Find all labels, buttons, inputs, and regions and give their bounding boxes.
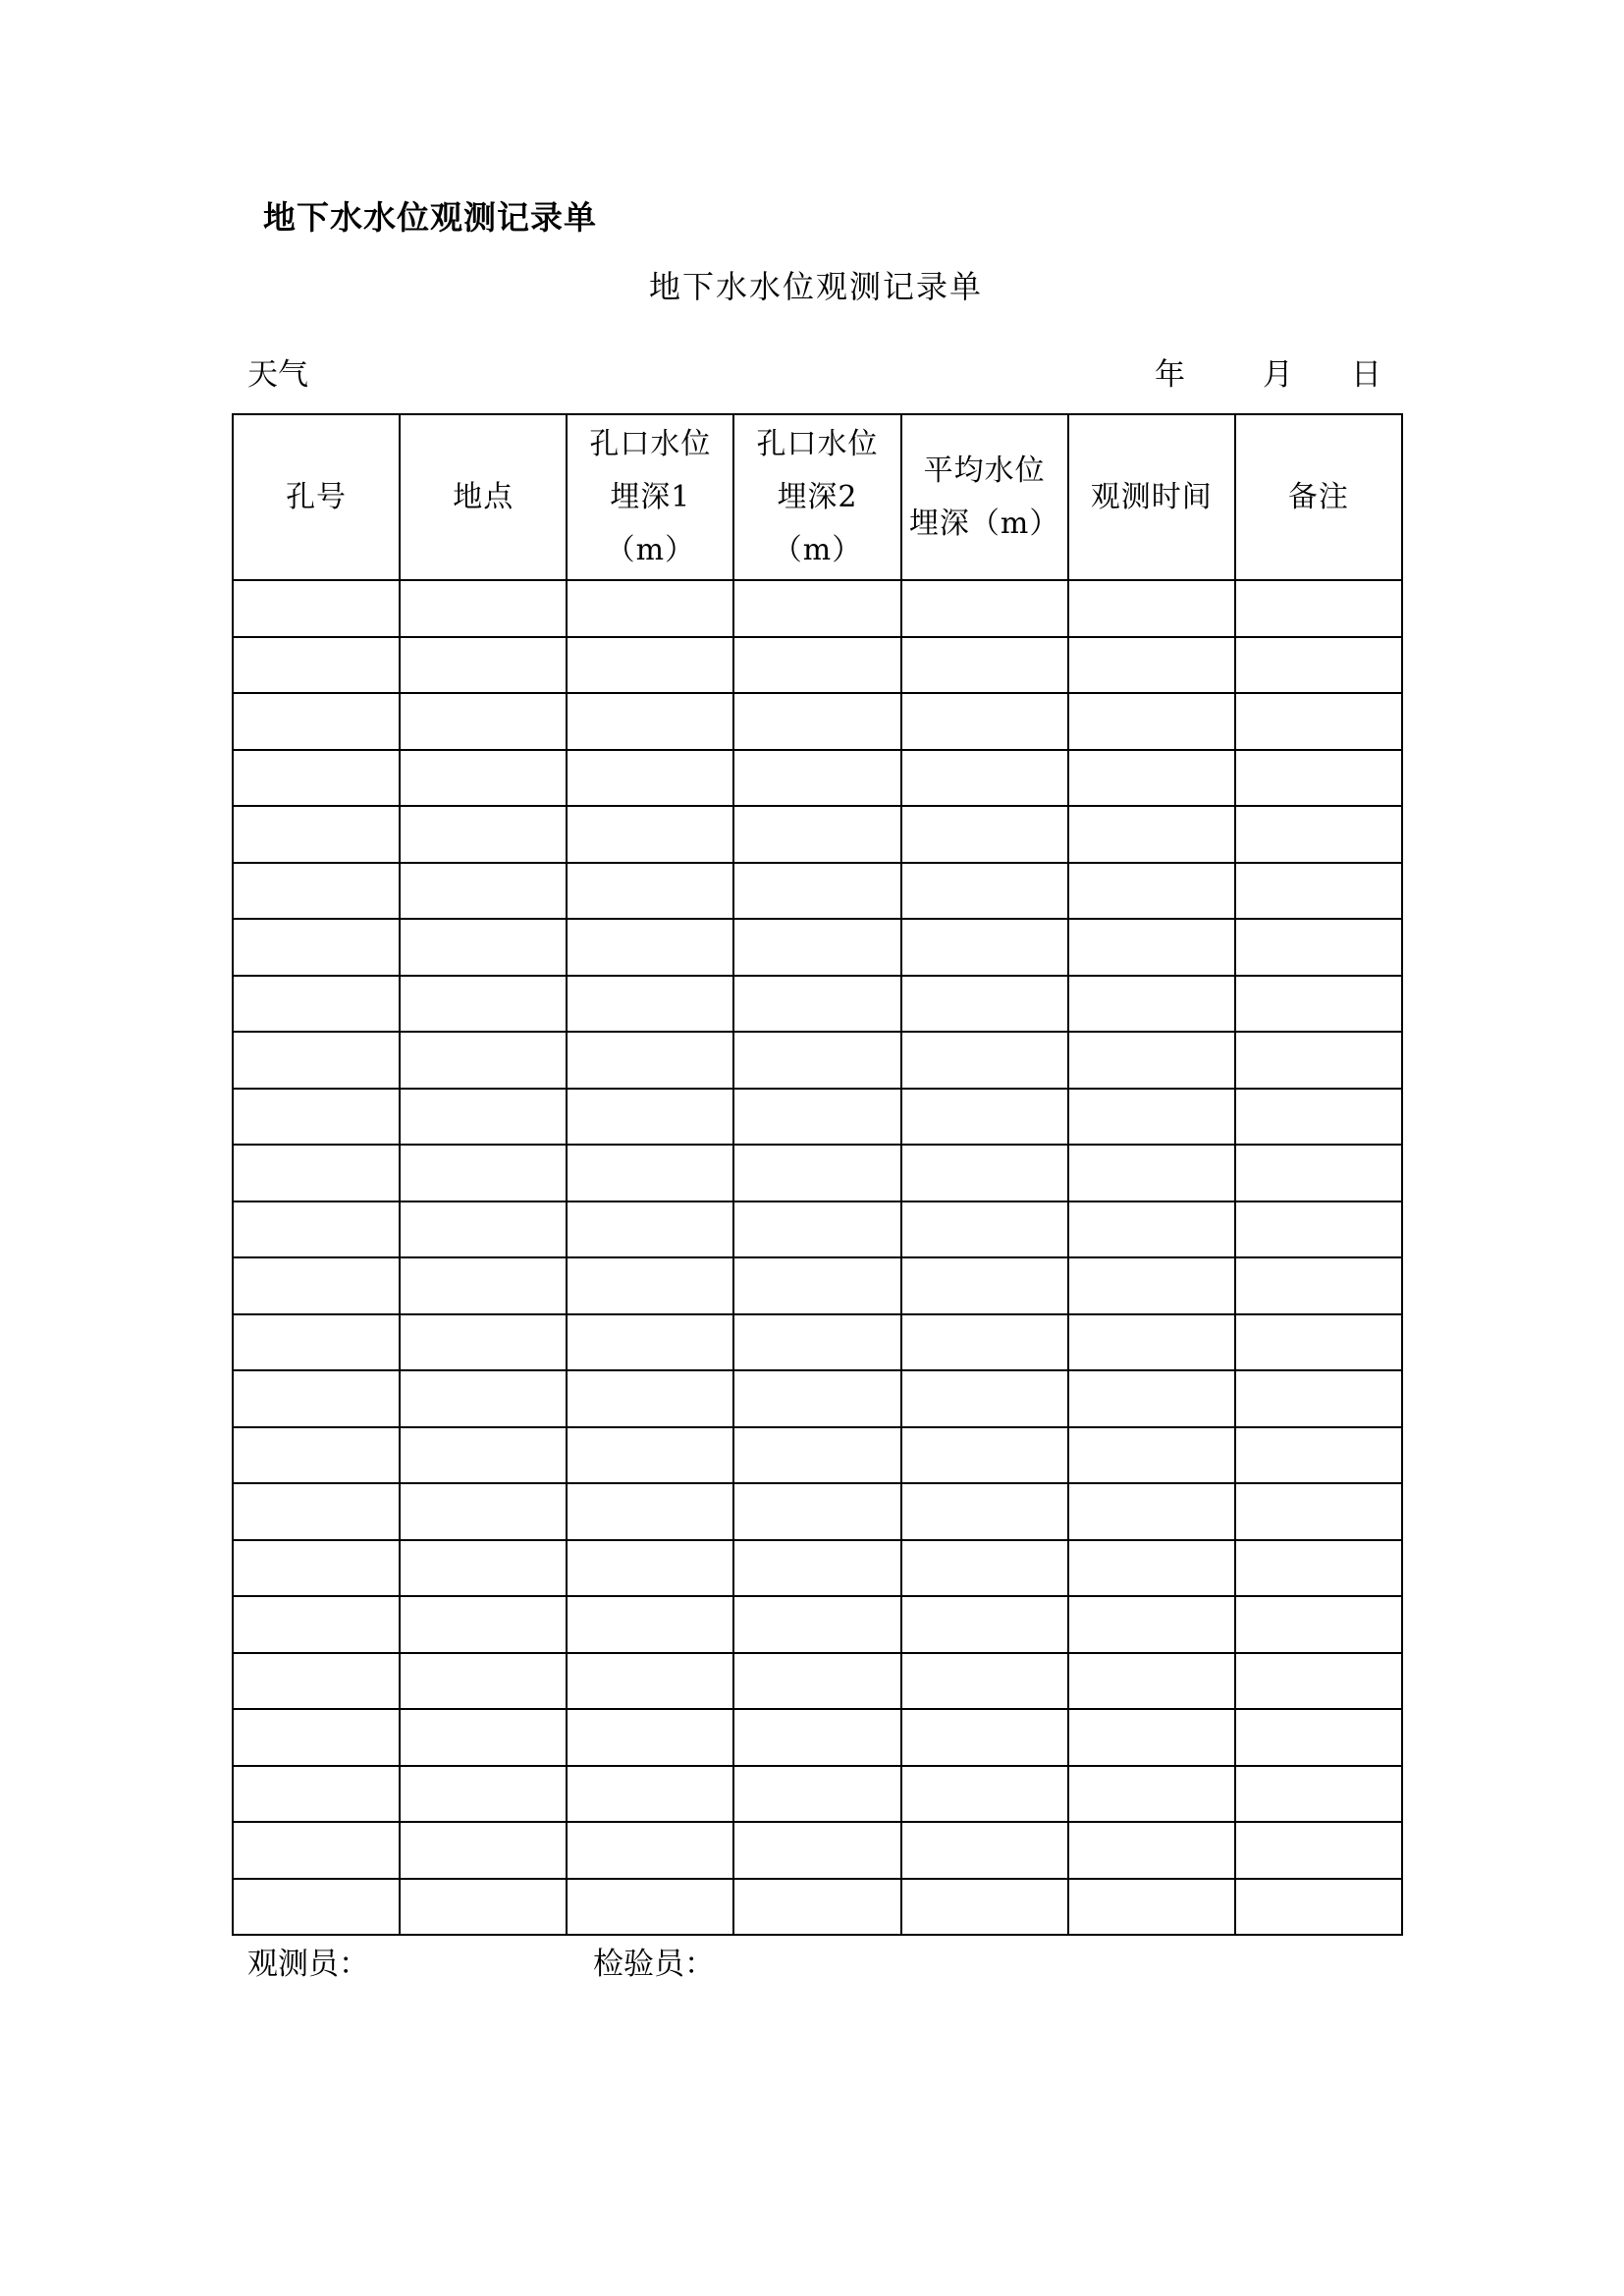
table-cell[interactable] <box>400 1089 567 1146</box>
table-cell[interactable] <box>567 1879 733 1936</box>
table-cell[interactable] <box>1068 1145 1235 1201</box>
table-cell[interactable] <box>567 919 733 976</box>
table-cell[interactable] <box>901 1653 1068 1710</box>
table-cell[interactable] <box>901 863 1068 920</box>
table-cell[interactable] <box>1068 1032 1235 1089</box>
table-cell[interactable] <box>733 750 900 807</box>
table-cell[interactable] <box>901 1370 1068 1427</box>
table-cell[interactable] <box>567 806 733 863</box>
table-cell[interactable] <box>733 1879 900 1936</box>
table-cell[interactable] <box>233 693 400 750</box>
table-cell[interactable] <box>233 1709 400 1766</box>
table-cell[interactable] <box>1068 806 1235 863</box>
table-cell[interactable] <box>1235 1709 1402 1766</box>
table-cell[interactable] <box>567 1089 733 1146</box>
table-cell[interactable] <box>901 806 1068 863</box>
table-cell[interactable] <box>733 637 900 694</box>
table-row <box>233 1032 1402 1089</box>
table-cell[interactable] <box>1068 1257 1235 1314</box>
table-cell[interactable] <box>901 1540 1068 1597</box>
table-cell[interactable] <box>233 919 400 976</box>
inspector-label: 检验员： <box>593 1947 715 1982</box>
table-cell[interactable] <box>1235 580 1402 637</box>
table-cell[interactable] <box>1068 1766 1235 1823</box>
table-cell[interactable] <box>901 637 1068 694</box>
table-cell[interactable] <box>233 580 400 637</box>
table-cell[interactable] <box>1068 637 1235 694</box>
table-cell[interactable] <box>733 1032 900 1089</box>
table-cell[interactable] <box>1068 1314 1235 1371</box>
table-cell[interactable] <box>233 1370 400 1427</box>
table-cell[interactable] <box>901 580 1068 637</box>
table-cell[interactable] <box>400 1145 567 1201</box>
table-cell[interactable] <box>233 1032 400 1089</box>
table-cell[interactable] <box>400 863 567 920</box>
table-row <box>233 919 1402 976</box>
column-header-remarks: 备注 <box>1235 414 1402 580</box>
date-month-label: 月 <box>1263 357 1293 393</box>
table-row <box>233 976 1402 1033</box>
table-cell[interactable] <box>233 1540 400 1597</box>
table-cell[interactable] <box>233 806 400 863</box>
column-header-depth-1: 孔口水位 埋深1 （m） <box>567 414 733 580</box>
table-row <box>233 863 1402 920</box>
table-cell[interactable] <box>1235 1879 1402 1936</box>
table-cell[interactable] <box>901 1032 1068 1089</box>
table-cell[interactable] <box>733 863 900 920</box>
table-row <box>233 693 1402 750</box>
table-cell[interactable] <box>1235 693 1402 750</box>
table-cell[interactable] <box>233 1596 400 1653</box>
table-cell[interactable] <box>1235 976 1402 1033</box>
table-cell[interactable] <box>1068 1653 1235 1710</box>
table-row <box>233 1483 1402 1540</box>
table-row <box>233 1145 1402 1201</box>
table-cell[interactable] <box>567 1822 733 1879</box>
column-header-observation-time: 观测时间 <box>1068 414 1235 580</box>
table-cell[interactable] <box>1235 1032 1402 1089</box>
table-cell[interactable] <box>901 1089 1068 1146</box>
table-cell[interactable] <box>400 637 567 694</box>
table-row <box>233 1540 1402 1597</box>
document-title: 地下水水位观测记录单 <box>648 268 983 305</box>
table-cell[interactable] <box>233 1089 400 1146</box>
table-cell[interactable] <box>233 976 400 1033</box>
table-cell[interactable] <box>1235 750 1402 807</box>
table-cell[interactable] <box>733 1257 900 1314</box>
table-cell[interactable] <box>1068 1596 1235 1653</box>
table-cell[interactable] <box>733 1201 900 1258</box>
table-cell[interactable] <box>400 1879 567 1936</box>
table-cell[interactable] <box>400 1766 567 1823</box>
table-row <box>233 1314 1402 1371</box>
table-cell[interactable] <box>567 1709 733 1766</box>
table-cell[interactable] <box>400 1483 567 1540</box>
weather-label: 天气 <box>247 357 308 393</box>
table-row <box>233 750 1402 807</box>
table-row <box>233 1370 1402 1427</box>
table-row <box>233 1596 1402 1653</box>
table-cell[interactable] <box>1068 863 1235 920</box>
table-row <box>233 1201 1402 1258</box>
table-cell[interactable] <box>567 1201 733 1258</box>
table-row <box>233 1257 1402 1314</box>
table-cell[interactable] <box>233 1822 400 1879</box>
table-cell[interactable] <box>901 919 1068 976</box>
table-cell[interactable] <box>733 1540 900 1597</box>
observation-record-table <box>232 413 1403 1936</box>
table-cell[interactable] <box>400 1540 567 1597</box>
table-cell[interactable] <box>1235 1427 1402 1484</box>
table-cell[interactable] <box>567 863 733 920</box>
table-cell[interactable] <box>1068 1427 1235 1484</box>
table-cell[interactable] <box>400 1370 567 1427</box>
table-cell[interactable] <box>567 1540 733 1597</box>
table-cell[interactable] <box>733 1483 900 1540</box>
date-year-label: 年 <box>1155 357 1185 393</box>
table-cell[interactable] <box>1068 1822 1235 1879</box>
table-header-row <box>233 414 1402 580</box>
column-header-location: 地点 <box>400 414 567 580</box>
table-cell[interactable] <box>1235 1596 1402 1653</box>
table-cell[interactable] <box>233 1314 400 1371</box>
table-cell[interactable] <box>733 580 900 637</box>
table-cell[interactable] <box>400 1032 567 1089</box>
table-cell[interactable] <box>400 919 567 976</box>
table-cell[interactable] <box>1068 1201 1235 1258</box>
date-day-label: 日 <box>1351 357 1381 393</box>
table-cell[interactable] <box>233 1427 400 1484</box>
table-cell[interactable] <box>733 1766 900 1823</box>
table-cell[interactable] <box>733 1427 900 1484</box>
column-header-average-depth: 平均水位 埋深（m） <box>901 414 1068 580</box>
table-cell[interactable] <box>733 1089 900 1146</box>
table-cell[interactable] <box>733 1653 900 1710</box>
table-cell[interactable] <box>567 1483 733 1540</box>
table-cell[interactable] <box>733 1370 900 1427</box>
table-cell[interactable] <box>567 1766 733 1823</box>
table-cell[interactable] <box>567 693 733 750</box>
document-heading: 地下水水位观测记录单 <box>263 198 597 237</box>
table-cell[interactable] <box>733 1596 900 1653</box>
table-cell[interactable] <box>233 1653 400 1710</box>
table-cell[interactable] <box>233 750 400 807</box>
table-cell[interactable] <box>901 1596 1068 1653</box>
column-header-depth-2: 孔口水位 埋深2 （m） <box>733 414 900 580</box>
table-cell[interactable] <box>1235 637 1402 694</box>
table-cell[interactable] <box>733 1145 900 1201</box>
table-cell[interactable] <box>567 1314 733 1371</box>
table-row <box>233 1709 1402 1766</box>
table-cell[interactable] <box>1235 1257 1402 1314</box>
table-row <box>233 1766 1402 1823</box>
table-cell[interactable] <box>1068 750 1235 807</box>
table-cell[interactable] <box>733 806 900 863</box>
table-cell[interactable] <box>901 1145 1068 1201</box>
table-cell[interactable] <box>733 1314 900 1371</box>
table-cell[interactable] <box>901 750 1068 807</box>
table-cell[interactable] <box>1068 580 1235 637</box>
table-cell[interactable] <box>567 1596 733 1653</box>
table-cell[interactable] <box>1235 863 1402 920</box>
table-cell[interactable] <box>400 1257 567 1314</box>
table-cell[interactable] <box>1235 1089 1402 1146</box>
table-cell[interactable] <box>1235 1201 1402 1258</box>
table-cell[interactable] <box>1235 1653 1402 1710</box>
table-cell[interactable] <box>400 693 567 750</box>
table-cell[interactable] <box>567 1257 733 1314</box>
table-cell[interactable] <box>233 1201 400 1258</box>
table-cell[interactable] <box>1235 1766 1402 1823</box>
table-cell[interactable] <box>400 580 567 637</box>
table-row <box>233 580 1402 637</box>
table-cell[interactable] <box>400 1201 567 1258</box>
table-cell[interactable] <box>400 806 567 863</box>
table-cell[interactable] <box>1235 806 1402 863</box>
table-cell[interactable] <box>1235 1145 1402 1201</box>
table-row <box>233 1089 1402 1146</box>
table-cell[interactable] <box>567 1032 733 1089</box>
table-cell[interactable] <box>567 637 733 694</box>
table-cell[interactable] <box>901 1766 1068 1823</box>
column-header-hole-number: 孔号 <box>233 414 400 580</box>
table-cell[interactable] <box>733 1709 900 1766</box>
table-cell[interactable] <box>400 750 567 807</box>
table-cell[interactable] <box>1068 1540 1235 1597</box>
table-cell[interactable] <box>1235 1483 1402 1540</box>
table-cell[interactable] <box>567 750 733 807</box>
table-cell[interactable] <box>1235 1370 1402 1427</box>
table-cell[interactable] <box>233 1766 400 1823</box>
table-cell[interactable] <box>1068 1709 1235 1766</box>
table-cell[interactable] <box>1068 919 1235 976</box>
table-cell[interactable] <box>567 580 733 637</box>
observer-label: 观测员： <box>247 1947 369 1982</box>
table-cell[interactable] <box>901 1709 1068 1766</box>
table-cell[interactable] <box>567 1653 733 1710</box>
table-cell[interactable] <box>1235 1314 1402 1371</box>
table-cell[interactable] <box>1068 693 1235 750</box>
table-cell[interactable] <box>901 1822 1068 1879</box>
table-row <box>233 806 1402 863</box>
table-cell[interactable] <box>901 1201 1068 1258</box>
table-cell[interactable] <box>901 1257 1068 1314</box>
table-cell[interactable] <box>1235 1822 1402 1879</box>
table-cell[interactable] <box>400 1427 567 1484</box>
table-cell[interactable] <box>567 1370 733 1427</box>
table-row <box>233 1879 1402 1936</box>
table-cell[interactable] <box>901 1879 1068 1936</box>
table-cell[interactable] <box>567 1145 733 1201</box>
table-cell[interactable] <box>233 1257 400 1314</box>
table-cell[interactable] <box>901 1427 1068 1484</box>
table-cell[interactable] <box>1068 976 1235 1033</box>
table-cell[interactable] <box>901 693 1068 750</box>
table-cell[interactable] <box>733 1822 900 1879</box>
table-cell[interactable] <box>567 976 733 1033</box>
table-cell[interactable] <box>400 976 567 1033</box>
table-cell[interactable] <box>400 1596 567 1653</box>
table-cell[interactable] <box>233 1879 400 1936</box>
table-cell[interactable] <box>400 1822 567 1879</box>
table-cell[interactable] <box>233 1145 400 1201</box>
table-cell[interactable] <box>733 976 900 1033</box>
table-cell[interactable] <box>233 863 400 920</box>
table-cell[interactable] <box>400 1709 567 1766</box>
table-cell[interactable] <box>233 1483 400 1540</box>
table-cell[interactable] <box>1235 1540 1402 1597</box>
table-body <box>233 580 1402 1935</box>
table-cell[interactable] <box>901 1314 1068 1371</box>
table-cell[interactable] <box>1068 1370 1235 1427</box>
table-cell[interactable] <box>233 637 400 694</box>
table-row <box>233 1653 1402 1710</box>
table-cell[interactable] <box>733 919 900 976</box>
table-row <box>233 637 1402 694</box>
table-cell[interactable] <box>1068 1483 1235 1540</box>
table-cell[interactable] <box>400 1314 567 1371</box>
table-cell[interactable] <box>567 1427 733 1484</box>
table-row <box>233 1822 1402 1879</box>
table-row <box>233 1427 1402 1484</box>
table-cell[interactable] <box>1068 1879 1235 1936</box>
table-cell[interactable] <box>1235 919 1402 976</box>
table-cell[interactable] <box>1068 1089 1235 1146</box>
table-cell[interactable] <box>901 976 1068 1033</box>
table-cell[interactable] <box>901 1483 1068 1540</box>
table-cell[interactable] <box>733 693 900 750</box>
table-cell[interactable] <box>400 1653 567 1710</box>
